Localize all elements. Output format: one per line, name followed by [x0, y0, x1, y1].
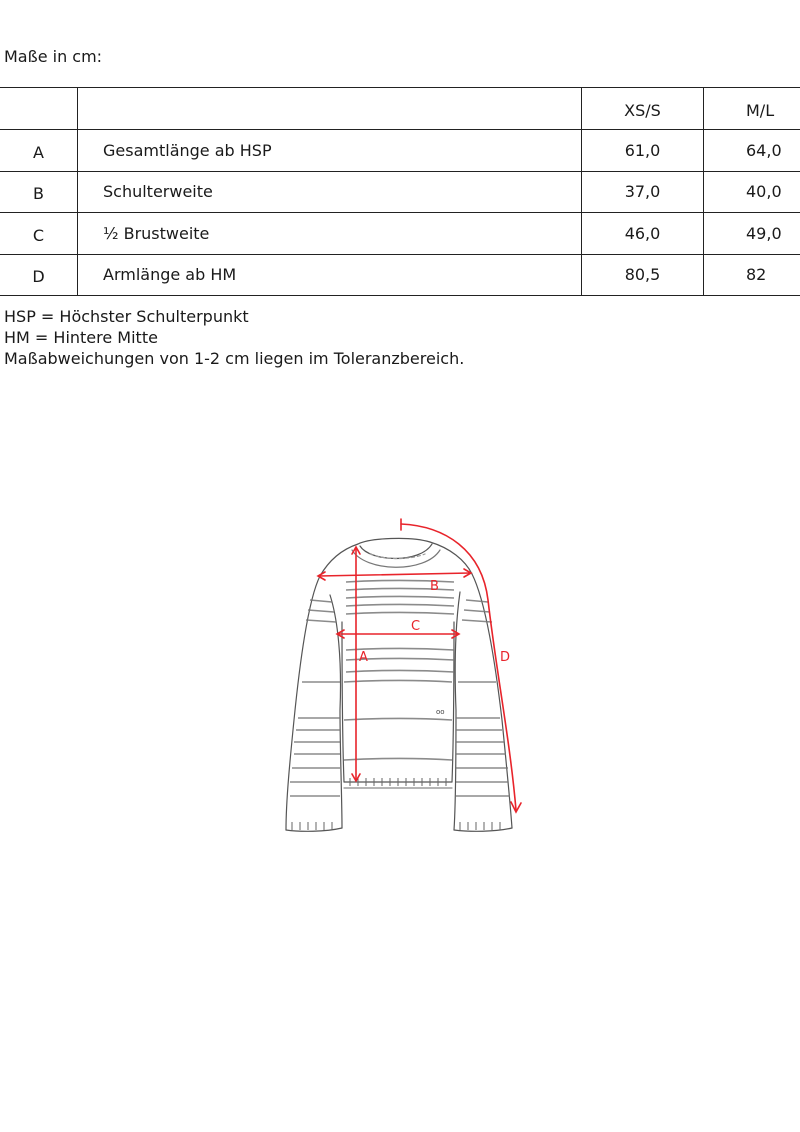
svg-text:oo: oo: [436, 708, 445, 716]
table-row: [0, 171, 800, 213]
label-b: B: [430, 579, 439, 594]
table-row: [0, 254, 800, 296]
sweater-outline-icon: [286, 538, 512, 831]
table-header-row: [0, 88, 800, 130]
sweater-sketch: [270, 510, 540, 840]
row-value-xs-s: 37,0: [582, 171, 704, 213]
note-tolerance: Maßabweichungen von 1-2 cm liegen im Toleranzbereich.: [4, 349, 465, 368]
header-label: [78, 88, 582, 130]
row-key: D: [0, 254, 78, 296]
row-key: B: [0, 171, 78, 213]
row-value-m-l: 64,0: [704, 130, 800, 172]
notes: [4, 306, 464, 369]
row-key: C: [0, 213, 78, 255]
note-hm: HM = Hintere Mitte: [4, 328, 158, 347]
row-label: Schulterweite: [78, 171, 582, 213]
label-c: C: [411, 619, 421, 634]
header-key: [0, 88, 78, 130]
row-value-xs-s: 80,5: [582, 254, 704, 296]
label-a: A: [359, 650, 368, 665]
row-value-m-l: 82: [704, 254, 800, 296]
measurement-table: [0, 87, 800, 296]
row-value-m-l: 49,0: [704, 213, 800, 255]
page-title: Maße in cm:: [4, 47, 103, 66]
header-size-xs-s: XS/S: [582, 88, 704, 130]
row-value-m-l: 40,0: [704, 171, 800, 213]
row-label: Armlänge ab HM: [78, 254, 582, 296]
label-d: D: [500, 650, 511, 665]
row-value-xs-s: 46,0: [582, 213, 704, 255]
note-hsp: HSP = Höchster Schulterpunkt: [4, 307, 249, 326]
header-size-m-l: M/L: [704, 88, 800, 130]
row-label: Gesamtlänge ab HSP: [78, 130, 582, 172]
table-row: [0, 130, 800, 172]
row-value-xs-s: 61,0: [582, 130, 704, 172]
row-label: ½ Brustweite: [78, 213, 582, 255]
table-row: [0, 213, 800, 255]
row-key: A: [0, 130, 78, 172]
